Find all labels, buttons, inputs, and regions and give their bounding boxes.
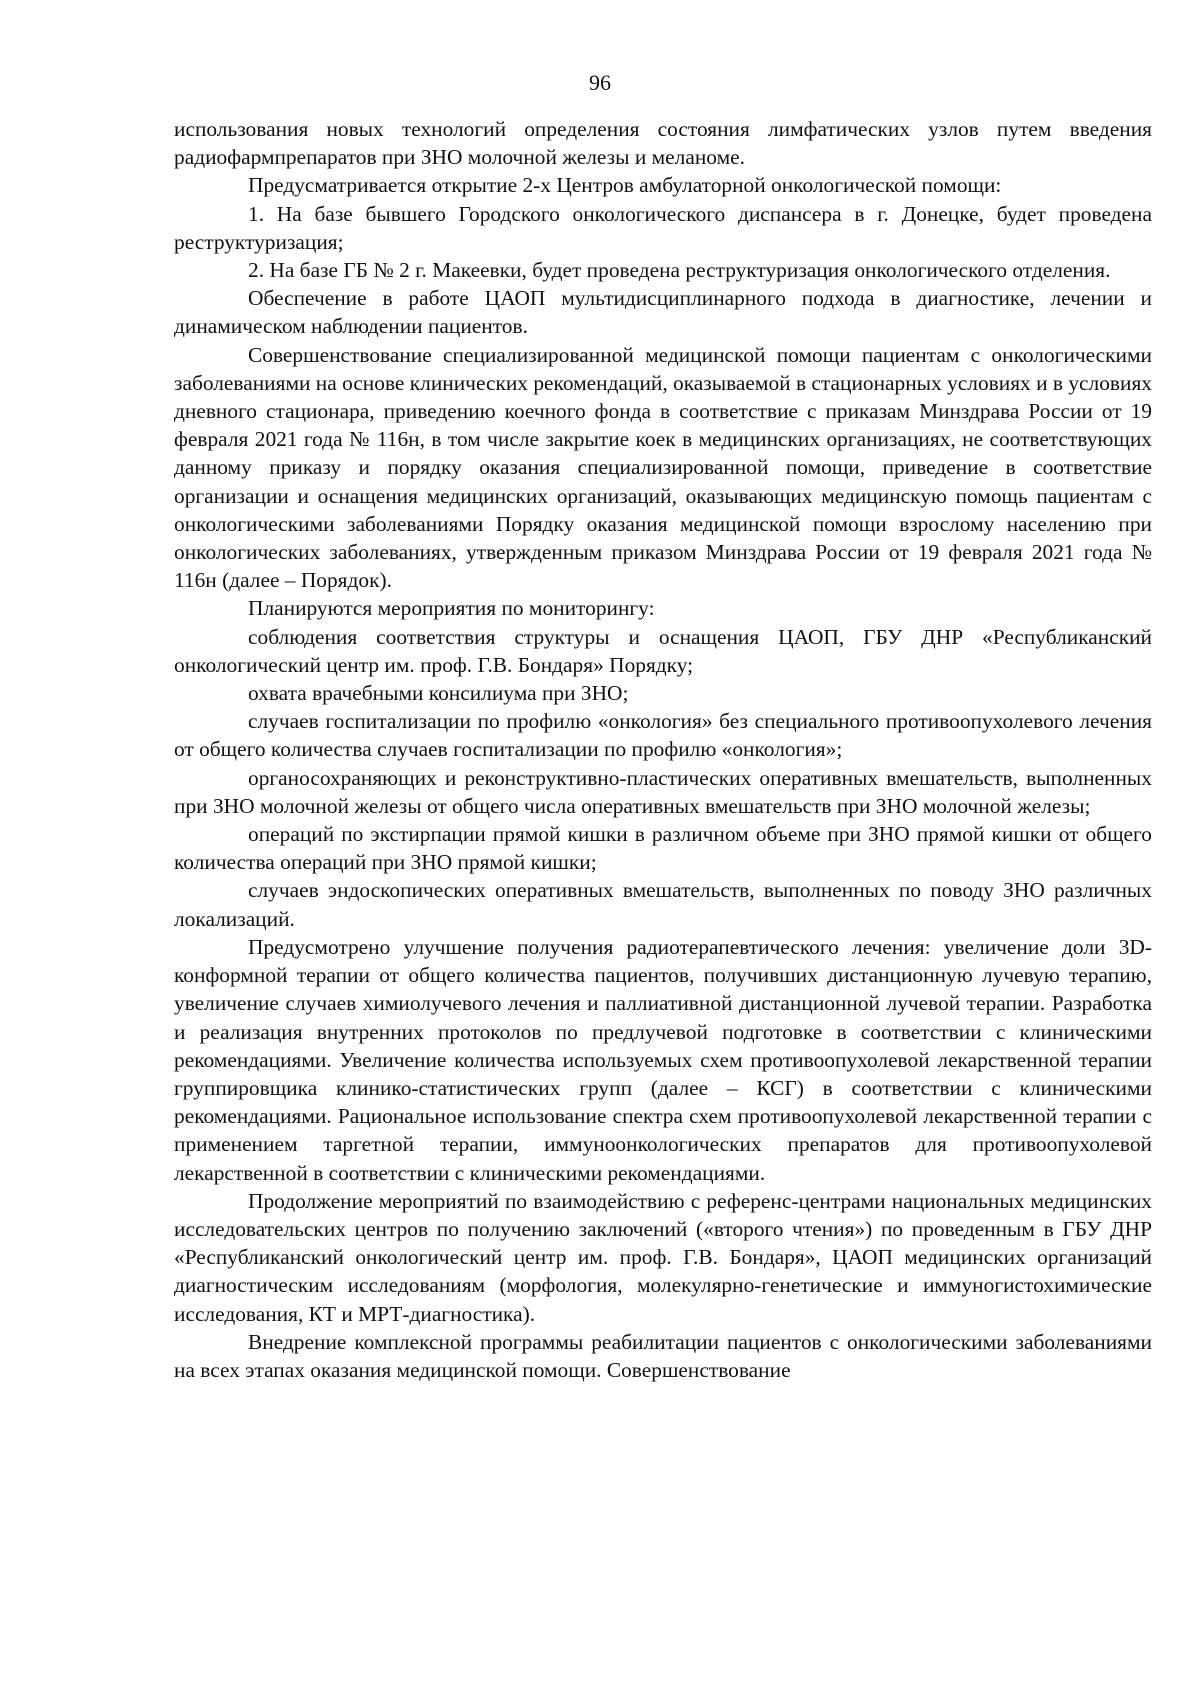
paragraph: Предусматривается открытие 2-х Центров амбулаторной онкологической помощи: (248, 173, 1002, 198)
paragraph: Внедрение комплексной программы реабилитации пациентов с онкологическими заболеваниями на всех этапах оказания медицинской помощи. Совершенствование (174, 1329, 1152, 1382)
paragraph: случаев госпитализации по профилю «онкология» без специального противоопухолевого лечения от общего количества случаев госпитализации по профилю «онкология»; (174, 709, 1152, 762)
document-body (174, 115, 1152, 1384)
paragraph-continuation: использования новых технологий определения состояния лимфатических узлов путем введения радиофармпрепаратов при ЗНО молочной железы и меланоме. (174, 117, 1152, 170)
paragraph: органосохраняющих и реконструктивно-пластических оперативных вмешательств, выполненных при ЗНО молочной железы от общего числа оперативных вмешательств при ЗНО молочной железы; (174, 765, 1152, 818)
paragraph: 1. На базе бывшего Городского онкологического диспансера в г. Донецке, будет проведена реструктуризация; (174, 201, 1152, 254)
page-number: 96 (589, 70, 611, 95)
paragraph: Планируются мероприятия по мониторингу: (248, 596, 655, 621)
paragraph: Предусмотрено улучшение получения радиотерапевтического лечения: увеличение доли 3D-конформной терапии от общего количества пациентов, получивших дистанционную лучевую терапию, увеличение случаев химиолучевого лечения и паллиативной дистанционной лучевой терапии. Разработка и реализация внутренних протоколов по предлучевой подготовке в соответствии с клиническими рекомендациями. Увеличение количества используемых схем противоопухолевой лекарственной терапии группировщика клинико-статистических групп (далее – КСГ) в соответствии с клиническими рекомендациями. Рациональное использование спектра схем противоопухолевой лекарственной терапии с применением таргетной терапии, иммуноонкологических препаратов для противоопухолевой лекарственной в соответствии с клиническими рекомендациями. (174, 934, 1152, 1185)
paragraph: Продолжение мероприятий по взаимодействию с референс-центрами национальных медицинских исследовательских центров по получению заключений («второго чтения») по проведенным в ГБУ ДНР «Республиканский онкологический центр им. проф. Г.В. Бондаря», ЦАОП медицинских организаций диагностическим исследованиям (морфология, молекулярно-генетические и иммуногистохимические исследования, КТ и МРТ-диагностика). (174, 1188, 1152, 1326)
paragraph: соблюдения соответствия структуры и оснащения ЦАОП, ГБУ ДНР «Республиканский онкологический центр им. проф. Г.В. Бондаря» Порядку; (174, 624, 1152, 677)
paragraph: Обеспечение в работе ЦАОП мультидисциплинарного подхода в диагностике, лечении и динамическом наблюдении пациентов. (174, 286, 1152, 339)
paragraph: 2. На базе ГБ № 2 г. Макеевки, будет проведена реструктуризация онкологического отделения. (248, 258, 1111, 283)
paragraph: Совершенствование специализированной медицинской помощи пациентам с онкологическими заболеваниями на основе клинических рекомендаций, оказываемой в стационарных условиях и в условиях дневного стационара, приведению коечного фонда в соответствие с приказам Минздрава России от 19 февраля 2021 года № 116н, в том числе закрытие коек в медицинских организациях, не соответствующих данному приказу и порядку оказания специализированной помощи, приведение в соответствие организации и оснащения медицинских организаций, оказывающих медицинскую помощь пациентам с онкологическими заболеваниями Порядку оказания медицинской помощи взрослому населению при онкологических заболеваниях, утвержденным приказом Минздрава России от 19 февраля 2021 года № 116н (далее – Порядок). (174, 342, 1152, 593)
paragraph: случаев эндоскопических оперативных вмешательств, выполненных по поводу ЗНО различных локализаций. (174, 878, 1152, 931)
paragraph: охвата врачебными консилиума при ЗНО; (248, 681, 629, 706)
paragraph: операций по экстирпации прямой кишки в различном объеме при ЗНО прямой кишки от общего количества операций при ЗНО прямой кишки; (174, 822, 1152, 875)
